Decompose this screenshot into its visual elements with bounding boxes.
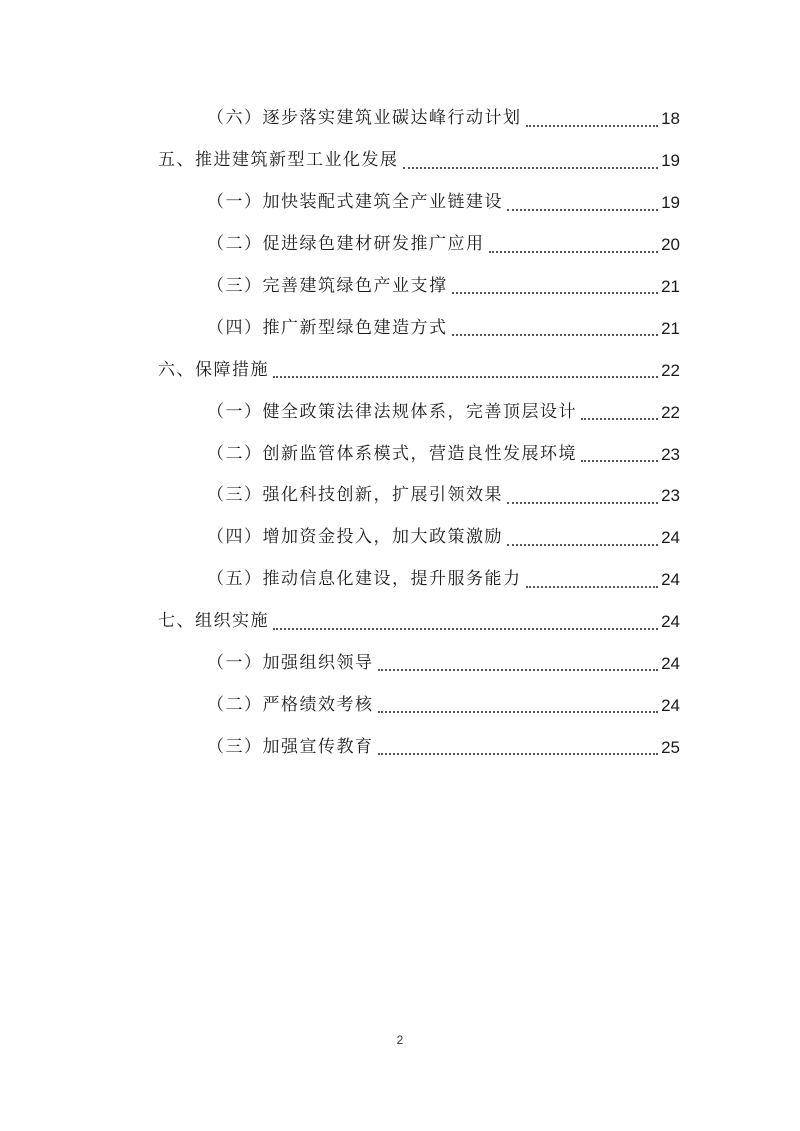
- toc-entry-title: （四）推广新型绿色建造方式: [207, 317, 448, 338]
- toc-entry[interactable]: [0, 140, 800, 182]
- toc-entry-page: 23: [661, 444, 680, 464]
- toc-dot-leader: [378, 711, 659, 713]
- toc-dot-leader: [581, 418, 658, 420]
- toc-entry-title: （六）逐步落实建筑业碳达峰行动计划: [207, 108, 522, 129]
- toc-entry[interactable]: [0, 182, 800, 224]
- toc-entry-title: （一）健全政策法律法规体系，完善顶层设计: [207, 401, 577, 422]
- toc-entry[interactable]: [0, 433, 800, 475]
- toc-entry-title: 五、推进建筑新型工业化发展: [158, 150, 399, 171]
- toc-dot-leader: [378, 753, 659, 755]
- toc-entry[interactable]: [0, 391, 800, 433]
- toc-entry[interactable]: [0, 726, 800, 768]
- toc-entry-page: 22: [661, 402, 680, 422]
- toc-dot-leader: [489, 251, 659, 253]
- toc-entry[interactable]: [0, 475, 800, 517]
- toc-entry[interactable]: [0, 349, 800, 391]
- toc-entry-page: 24: [661, 528, 680, 548]
- toc-entry[interactable]: [0, 98, 800, 140]
- toc-entry-title: （一）加快装配式建筑全产业链建设: [207, 192, 503, 213]
- toc-entry-title: （五）推动信息化建设，提升服务能力: [207, 569, 522, 590]
- toc-entry[interactable]: [0, 307, 800, 349]
- toc-entry-title: （二）促进绿色建材研发推广应用: [207, 234, 485, 255]
- toc-dot-leader: [452, 334, 659, 336]
- toc-dot-leader: [273, 376, 658, 378]
- toc-entry[interactable]: [0, 224, 800, 266]
- toc-dot-leader: [378, 669, 659, 671]
- toc-dot-leader: [581, 460, 658, 462]
- toc-entry-page: 23: [661, 486, 680, 506]
- toc-entry-page: 20: [661, 235, 680, 255]
- toc-entry-page: 21: [661, 277, 680, 296]
- toc-entry-page: 24: [661, 612, 680, 632]
- toc-dot-leader: [273, 628, 658, 630]
- toc-entry-title: 六、保障措施: [158, 359, 269, 380]
- toc-entry[interactable]: [0, 559, 800, 601]
- toc-entry-title: （三）加强宣传教育: [207, 736, 374, 757]
- table-of-contents: [0, 98, 800, 768]
- toc-dot-leader: [507, 209, 658, 211]
- toc-entry-title: （二）严格绩效考核: [207, 694, 374, 715]
- toc-entry[interactable]: [0, 684, 800, 726]
- toc-entry-page: 24: [661, 654, 680, 674]
- toc-entry-page: 22: [661, 360, 680, 380]
- toc-entry-title: （四）增加资金投入，加大政策激励: [207, 527, 503, 548]
- toc-entry[interactable]: [0, 601, 800, 643]
- toc-entry[interactable]: [0, 517, 800, 559]
- toc-entry-page: 18: [661, 109, 680, 129]
- toc-entry-title: （三）完善建筑绿色产业支撑: [207, 276, 448, 296]
- toc-dot-leader: [526, 586, 659, 588]
- toc-entry-title: 七、组织实施: [158, 611, 269, 632]
- toc-entry-page: 19: [661, 151, 680, 171]
- toc-entry-page: 24: [661, 695, 680, 715]
- toc-entry-title: （一）加强组织领导: [207, 653, 374, 674]
- toc-dot-leader: [403, 167, 659, 169]
- toc-entry[interactable]: [0, 643, 800, 685]
- toc-dot-leader: [507, 544, 658, 546]
- toc-entry-title: （三）强化科技创新，扩展引领效果: [207, 485, 503, 506]
- toc-entry-title: （二）创新监管体系模式，营造良性发展环境: [207, 443, 577, 464]
- toc-dot-leader: [507, 502, 658, 504]
- toc-entry-page: 24: [661, 570, 680, 590]
- page-number: 2: [396, 1033, 404, 1047]
- toc-dot-leader: [526, 125, 659, 127]
- toc-entry-page: 21: [661, 318, 680, 338]
- toc-entry-page: 19: [661, 193, 680, 213]
- toc-dot-leader: [452, 292, 659, 294]
- toc-entry-page: 25: [661, 737, 680, 757]
- toc-entry[interactable]: [0, 266, 800, 308]
